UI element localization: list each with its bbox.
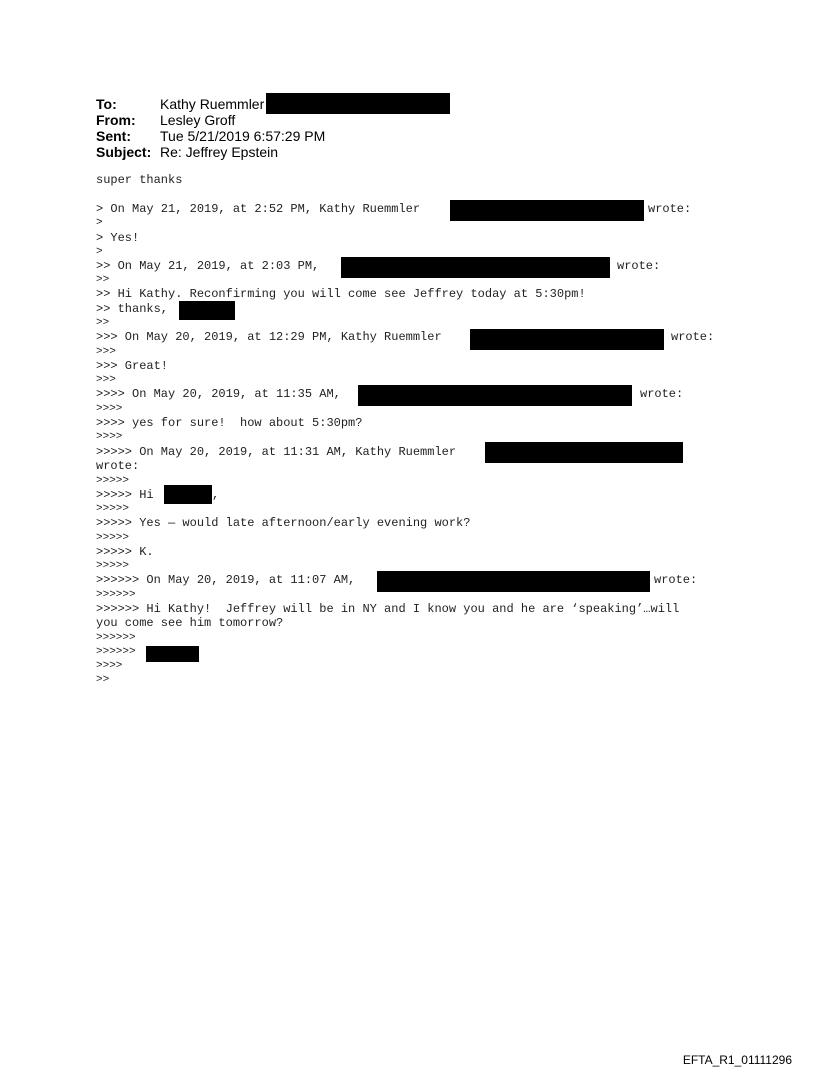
from-label: From:	[96, 112, 136, 128]
quote-line: > On May 21, 2019, at 2:52 PM, Kathy Ruemmler	[96, 202, 421, 216]
redaction-box	[164, 485, 212, 504]
quote-line: >>>>> Yes — would late afternoon/early evening work?	[96, 516, 471, 530]
from-row	[96, 112, 450, 128]
quote-line: >>>> yes for sure! how about 5:30pm?	[96, 416, 363, 430]
quote-line: wrote:	[96, 459, 140, 473]
quote-line: wrote:	[654, 573, 698, 587]
redaction-box	[470, 329, 664, 350]
from-value: Lesley Groff	[160, 112, 236, 128]
quote-line: >>> On May 20, 2019, at 12:29 PM, Kathy Ruemmler	[96, 330, 442, 344]
quote-line: >>>>>>	[96, 646, 136, 658]
quote-line: wrote:	[640, 387, 684, 401]
redaction-box	[358, 385, 632, 406]
quote-line: > Yes!	[96, 231, 140, 245]
quote-line: >>>>> K.	[96, 545, 154, 559]
subject-label: Subject:	[96, 144, 152, 160]
sent-label: Sent:	[96, 128, 131, 144]
quote-line: >> Hi Kathy. Reconfirming you will come see Jeffrey today at 5:30pm!	[96, 287, 586, 301]
sent-value: Tue 5/21/2019 6:57:29 PM	[160, 128, 326, 144]
quote-line: wrote:	[648, 202, 692, 216]
opening-line: super thanks	[96, 173, 183, 187]
to-value: Kathy Ruemmler	[160, 96, 265, 112]
quote-line: >> thanks,	[96, 302, 169, 316]
redaction-box	[377, 571, 650, 592]
quote-line: wrote:	[617, 259, 661, 273]
sent-row	[96, 128, 450, 144]
quote-line: >>>>	[96, 660, 123, 672]
quote-line: >>>>	[96, 403, 123, 415]
quote-line: >>>>>	[96, 532, 130, 544]
subject-row	[96, 144, 450, 160]
quote-line: >	[96, 217, 103, 229]
quote-line: >>> Great!	[96, 359, 169, 373]
quote-line: >>>	[96, 346, 116, 358]
redaction-box	[450, 200, 644, 221]
quote-line: >>>>>	[96, 503, 130, 515]
quote-line: >>>>> On May 20, 2019, at 11:31 AM, Kathy Ruemmler	[96, 445, 457, 459]
quote-line: you come see him tomorrow?	[96, 616, 284, 630]
quote-line: >> On May 21, 2019, at 2:03 PM,	[96, 259, 320, 273]
redaction-box	[179, 301, 235, 320]
quote-line: >	[96, 246, 103, 258]
redaction-box	[341, 257, 610, 278]
quote-line: >>>> On May 20, 2019, at 11:35 AM,	[96, 387, 341, 401]
redaction-box	[485, 442, 683, 463]
quote-line: >>>>>> Hi Kathy! Jeffrey will be in NY and I know you and he are ‘speaking’…will	[96, 602, 680, 616]
quote-line: >>>	[96, 374, 116, 386]
quote-line: >>>>>> On May 20, 2019, at 11:07 AM,	[96, 573, 356, 587]
to-label: To:	[96, 96, 117, 112]
email-header	[96, 96, 450, 160]
quote-line: wrote:	[671, 330, 715, 344]
quote-line: >>>>>>	[96, 589, 136, 601]
to-row	[96, 96, 450, 112]
subject-value: Re: Jeffrey Epstein	[160, 144, 279, 160]
quote-line: >>	[96, 274, 110, 286]
quote-line: >>>>>	[96, 560, 130, 572]
quote-line: >>>>>	[96, 475, 130, 487]
redaction-box	[146, 646, 199, 662]
quote-line: >>	[96, 317, 110, 329]
quote-line: >>>>>>	[96, 632, 136, 644]
quote-line: >>>>> Hi	[96, 488, 154, 502]
quote-line: ,	[212, 488, 220, 502]
redaction-box	[266, 93, 450, 114]
quote-line: >>	[96, 674, 110, 686]
document-id: EFTA_R1_01111296	[682, 1053, 792, 1067]
quote-line: >>>>	[96, 431, 123, 443]
